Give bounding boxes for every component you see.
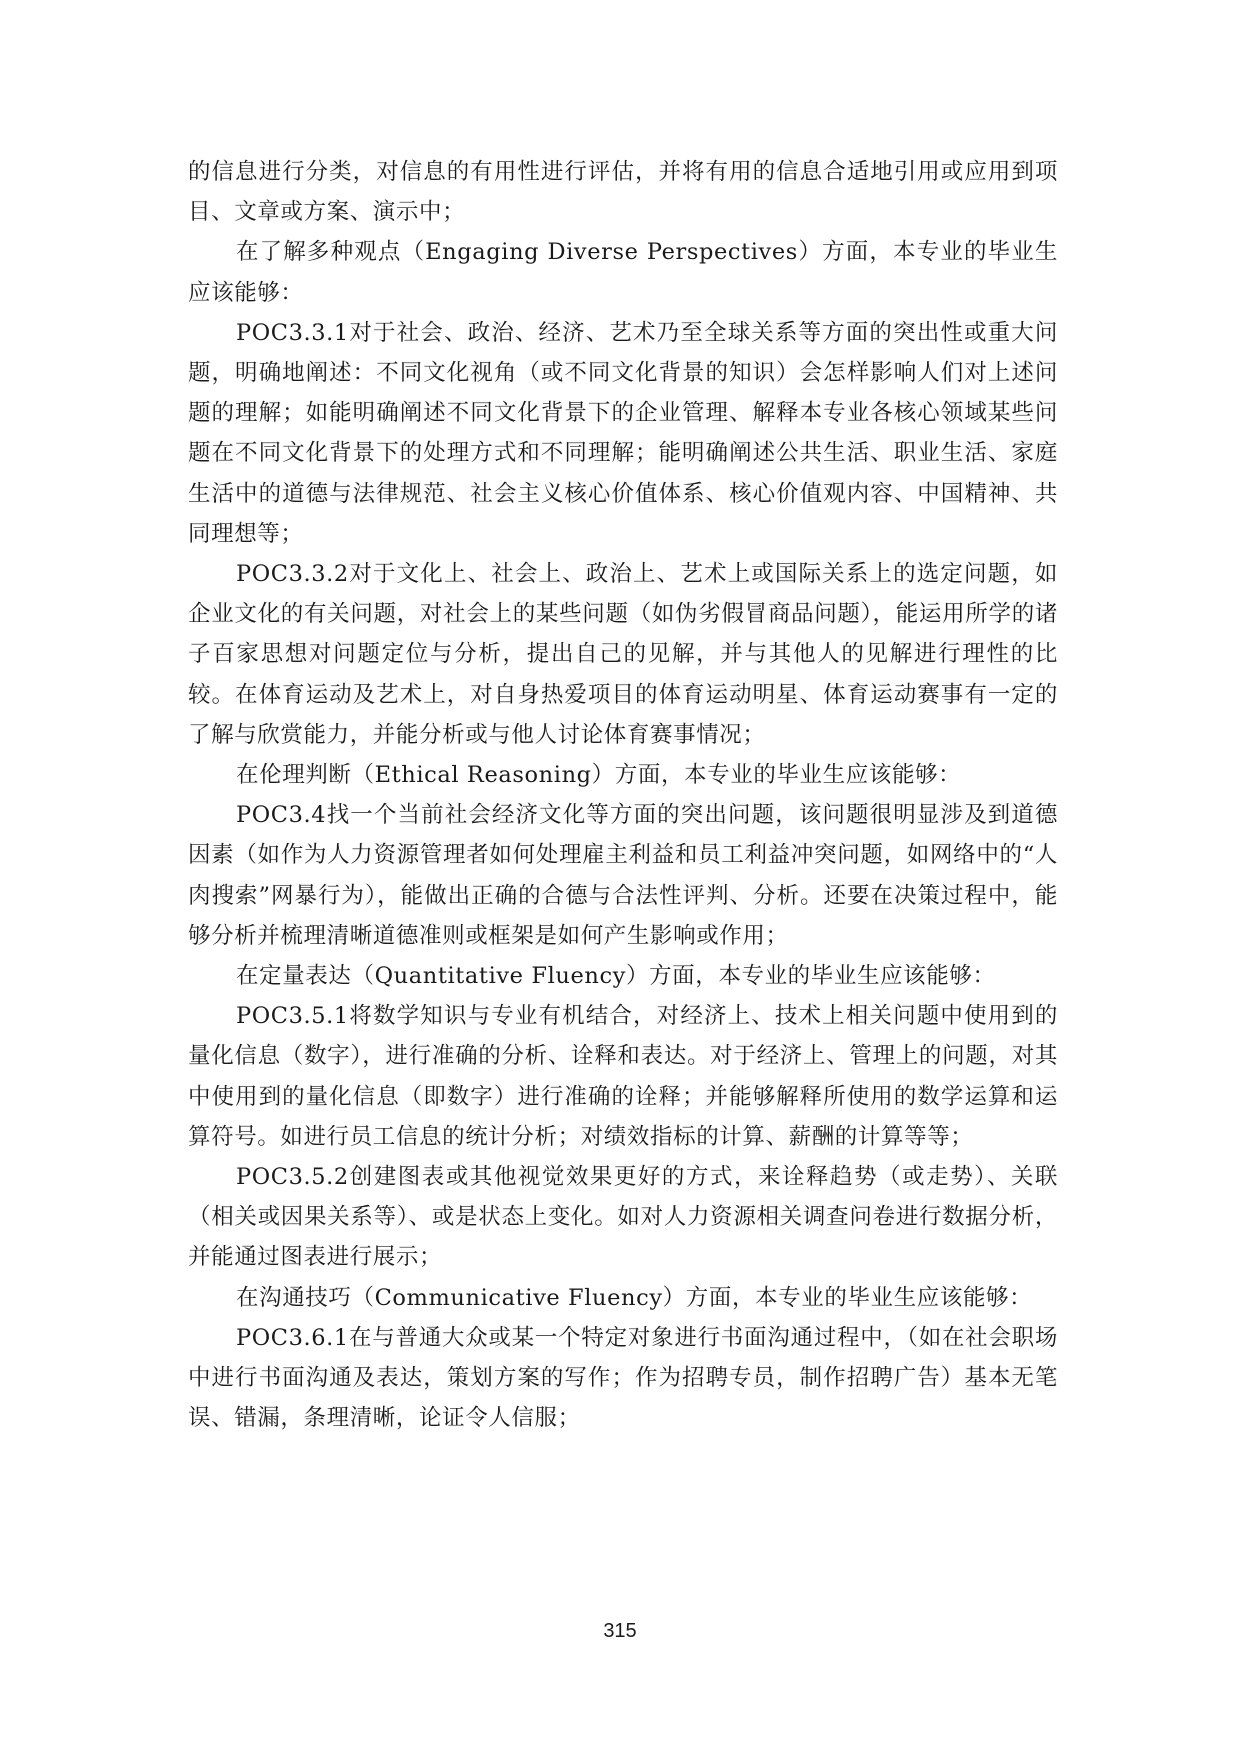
paragraph-continuation: 的信息进行分类，对信息的有用性进行评估，并将有用的信息合适地引用或应用到项目、文章或方案、演示中； — [188, 159, 1058, 226]
paragraph-poc-3-6-1: POC3.6.1在与普通大众或某一个特定对象进行书面沟通过程中，（如在社会职场中进行书面沟通及表达，策划方案的写作；作为招聘专员，制作招聘广告）基本无笔误、错漏，条理清晰，论证令人信服； — [188, 1324, 1058, 1432]
paragraph-poc-3-4: POC3.4找一个当前社会经济文化等方面的突出问题，该问题很明显涉及到道德因素（如作为人力资源管理者如何处理雇主利益和员工利益冲突问题，如网络中的“人肉搜索”网暴行为），能做出正确的合德与合法性评判、分析。还要在决策过程中，能够分析并梳理清晰道德准则或框架是如何产生影响或作用； — [188, 802, 1058, 949]
paragraph-poc-3-5-1: POC3.5.1将数学知识与专业有机结合，对经济上、技术上相关问题中使用到的量化信息（数字），进行准确的分析、诠释和表达。对于经济上、管理上的问题，对其中使用到的量化信息（即数字）进行准确的诠释；并能够解释所使用的数学运算和运算符号。如进行员工信息的统计分析；对绩效指标的计算、薪酬的计算等等； — [188, 1003, 1058, 1150]
page-number: 315 — [603, 1620, 637, 1642]
paragraph-poc-3-3-2: POC3.3.2对于文化上、社会上、政治上、艺术上或国际关系上的选定问题，如企业文化的有关问题，对社会上的某些问题（如伪劣假冒商品问题），能运用所学的诸子百家思想对问题定位与分析，提出自己的见解，并与其他人的见解进行理性的比较。在体育运动及艺术上，对自身热爱项目的体育运动明星、体育运动赛事有一定的了解与欣赏能力，并能分析或与他人讨论体育赛事情况； — [188, 561, 1058, 748]
page-body — [188, 152, 1058, 1439]
paragraph-diverse-perspectives-intro: 在了解多种观点（Engaging Diverse Perspectives）方面，本专业的毕业生应该能够： — [188, 239, 1058, 306]
paragraph-communicative-fluency-intro: 在沟通技巧（Communicative Fluency）方面，本专业的毕业生应该能够： — [236, 1284, 1033, 1311]
paragraph-ethical-reasoning-intro: 在伦理判断（Ethical Reasoning）方面，本专业的毕业生应该能够： — [236, 762, 962, 789]
paragraph-quantitative-fluency-intro: 在定量表达（Quantitative Fluency）方面，本专业的毕业生应该能够： — [236, 963, 996, 990]
paragraph-poc-3-3-1: POC3.3.1对于社会、政治、经济、艺术乃至全球关系等方面的突出性或重大问题，明确地阐述：不同文化视角（或不同文化背景的知识）会怎样影响人们对上述问题的理解；如能明确阐述不同文化背景下的企业管理、解释本专业各核心领域某些问题在不同文化背景下的处理方式和不同理解；能明确阐述公共生活、职业生活、家庭生活中的道德与法律规范、社会主义核心价值体系、核心价值观内容、中国精神、共同理想等； — [188, 319, 1058, 547]
paragraph-poc-3-5-2: POC3.5.2创建图表或其他视觉效果更好的方式，来诠释趋势（或走势）、关联（相关或因果关系等）、或是状态上变化。如对人力资源相关调查问卷进行数据分析，并能通过图表进行展示； — [188, 1164, 1058, 1271]
